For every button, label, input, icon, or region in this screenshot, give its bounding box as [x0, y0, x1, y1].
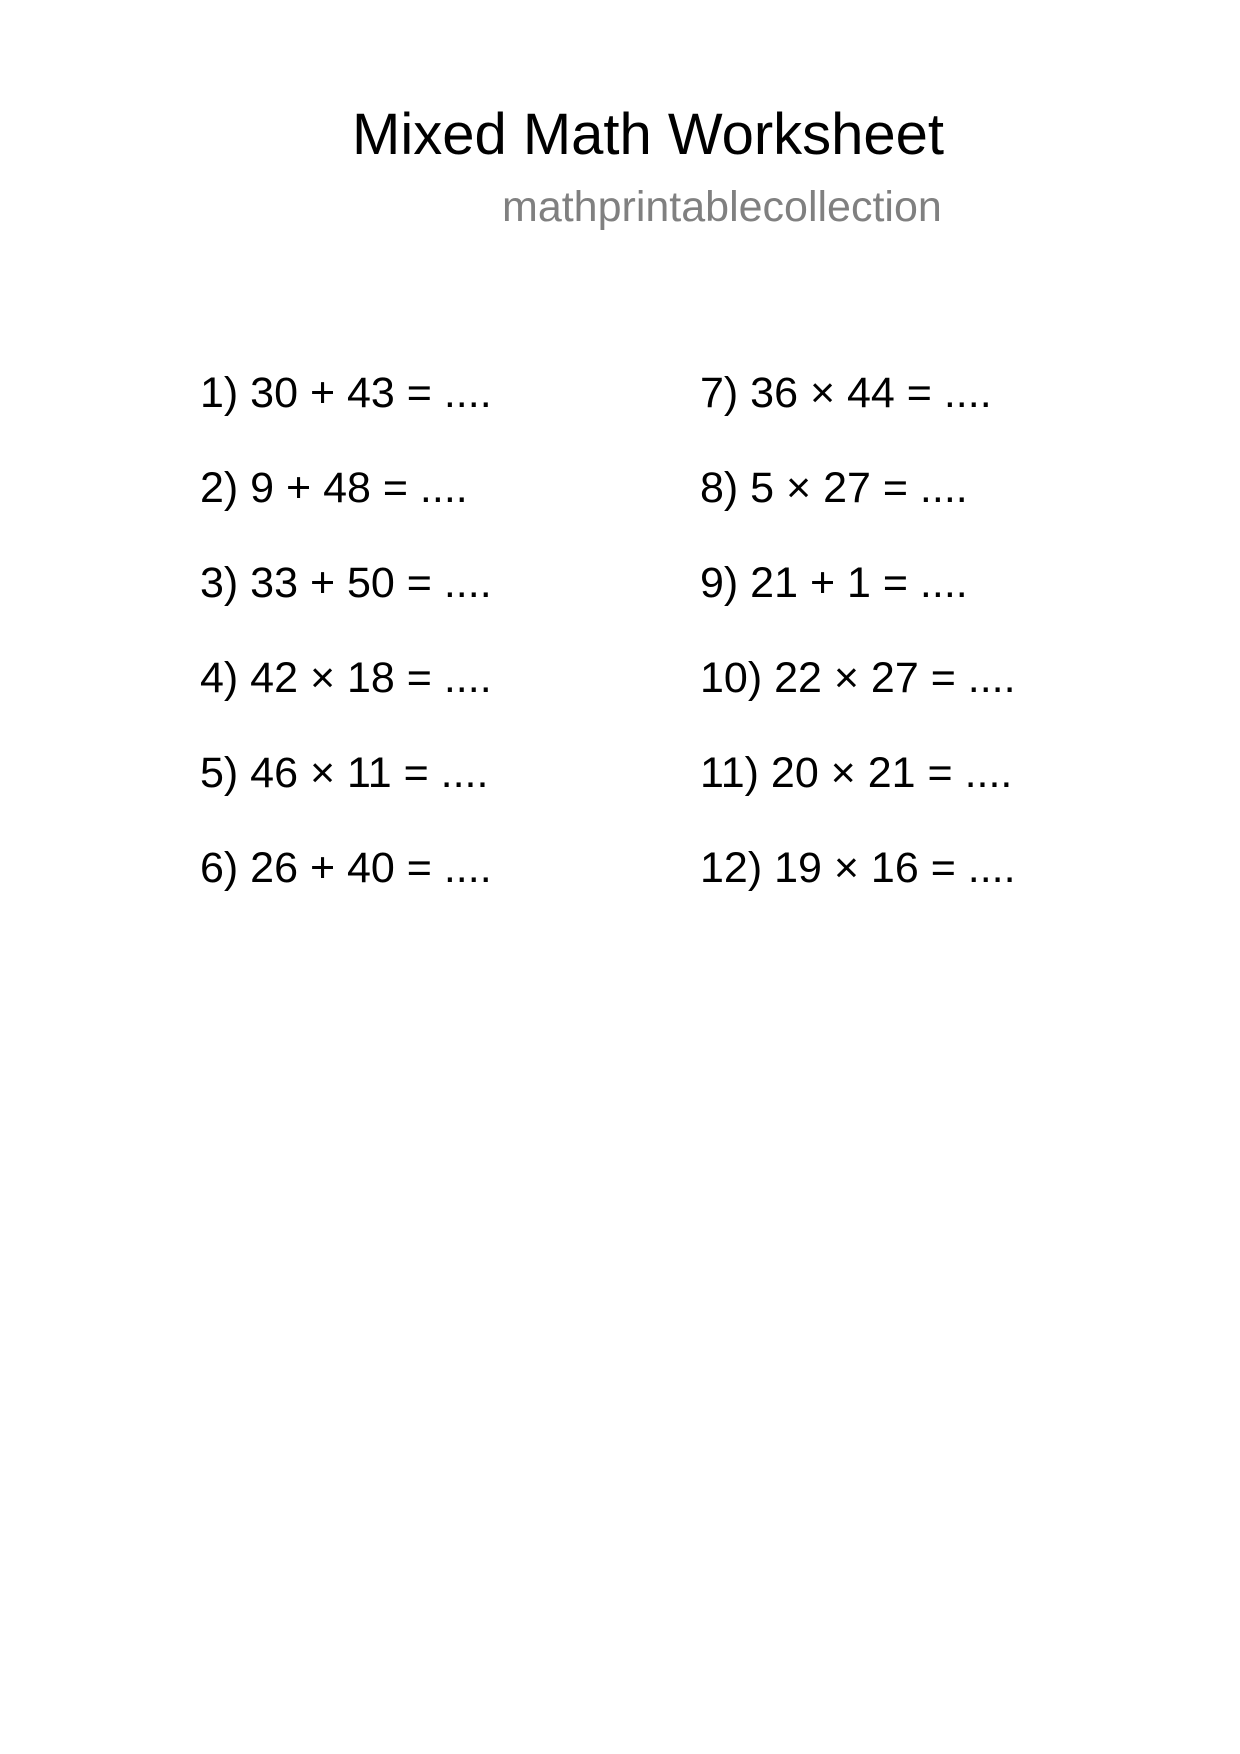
- problem-8: 8) 5 × 27 = ....: [700, 464, 968, 512]
- problem-11: 11) 20 × 21 = ....: [700, 749, 1013, 797]
- problem-5: 5) 46 × 11 = ....: [200, 749, 489, 797]
- page-subtitle: mathprintablecollection: [502, 183, 942, 231]
- problem-3: 3) 33 + 50 = ....: [200, 559, 492, 607]
- problem-2: 2) 9 + 48 = ....: [200, 464, 468, 512]
- problem-column-left: [200, 346, 492, 916]
- problem-7: 7) 36 × 44 = ....: [700, 369, 992, 417]
- problem-4: 4) 42 × 18 = ....: [200, 654, 492, 702]
- problem-10: 10) 22 × 27 = ....: [700, 654, 1016, 702]
- page-title: Mixed Math Worksheet: [352, 102, 945, 167]
- problem-9: 9) 21 + 1 = ....: [700, 559, 968, 607]
- problem-column-right: [700, 346, 1016, 916]
- problem-1: 1) 30 + 43 = ....: [200, 369, 492, 417]
- problem-12: 12) 19 × 16 = ....: [700, 844, 1016, 892]
- problem-6: 6) 26 + 40 = ....: [200, 844, 492, 892]
